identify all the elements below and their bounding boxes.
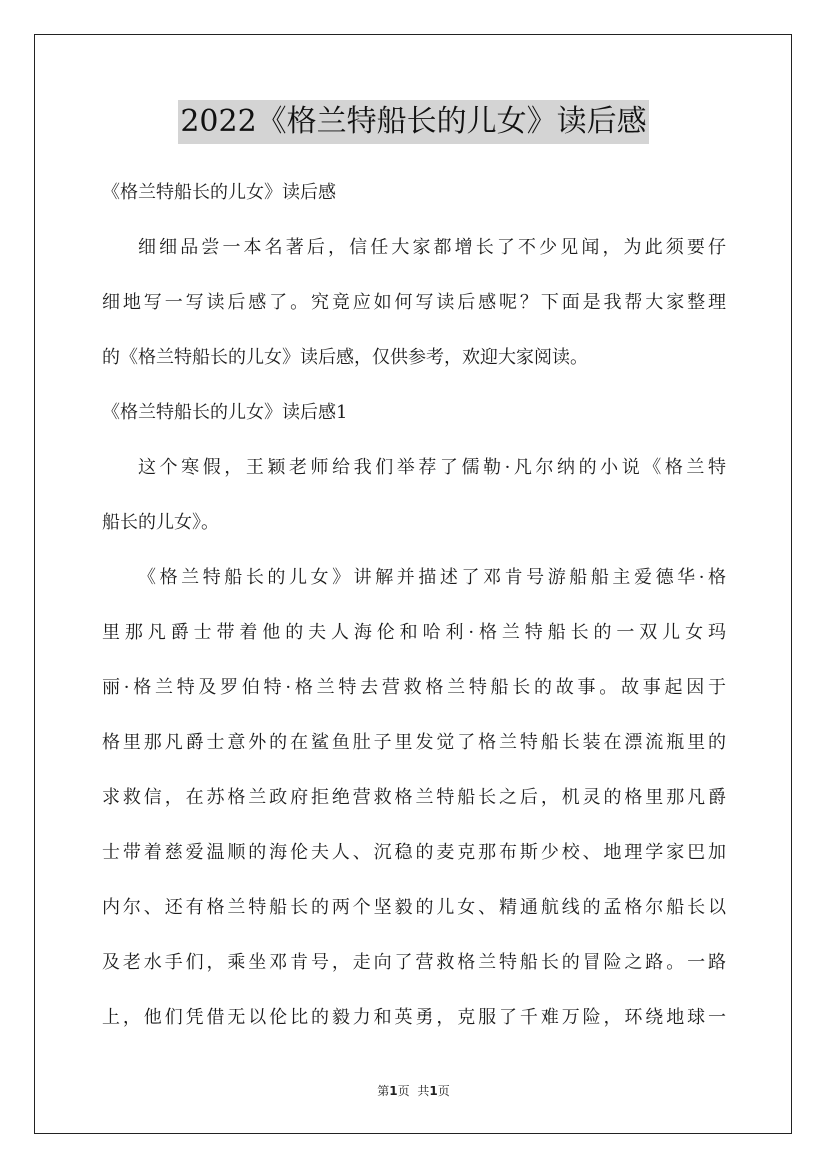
paragraph-line: 内尔、还有格兰特船长的两个坚毅的儿女、精通航线的孟格尔船长以 <box>102 897 726 918</box>
paragraph-line: 及老水手们，乘坐邓肯号，走向了营救格兰特船长的冒险之路。一路 <box>102 952 726 973</box>
paragraph-line: 这个寒假，王颖老师给我们举荐了儒勒·凡尔纳的小说《格兰特 <box>138 457 726 478</box>
total-suffix: 页 <box>437 1084 450 1098</box>
paragraph-line: 《格兰特船长的儿女》讲解并描述了邓肯号游船船主爱德华·格 <box>138 567 726 588</box>
paragraph-line: 上，他们凭借无以伦比的毅力和英勇，克服了千难万险，环绕地球一 <box>102 1007 726 1028</box>
section-heading: 《格兰特船长的儿女》读后感 <box>102 182 336 203</box>
paragraph-line: 细地写一写读后感了。究竟应如何写读后感呢？下面是我帮大家整理 <box>102 292 726 313</box>
paragraph-line: 格里那凡爵士意外的在鲨鱼肚子里发觉了格兰特船长装在漂流瓶里的 <box>102 732 726 753</box>
paragraph-line: 丽·格兰特及罗伯特·格兰特去营救格兰特船长的故事。故事起因于 <box>102 677 726 698</box>
paragraph-line: 细细品尝一本名著后，信任大家都增长了不少见闻，为此须要仔 <box>138 237 726 258</box>
page-prefix: 第 <box>377 1084 390 1098</box>
page-number: 1 <box>389 1084 398 1098</box>
paragraph-line: 的《格兰特船长的儿女》读后感，仅供参考，欢迎大家阅读。 <box>102 347 588 368</box>
paragraph-line: 里那凡爵士带着他的夫人海伦和哈利·格兰特船长的一双儿女玛 <box>102 622 726 643</box>
section-heading: 《格兰特船长的儿女》读后感1 <box>102 402 348 423</box>
total-pages: 1 <box>429 1084 438 1098</box>
paragraph-line: 船长的儿女》。 <box>102 512 219 533</box>
page-suffix: 页 <box>397 1084 410 1098</box>
document-body <box>102 165 726 1045</box>
title-container <box>0 100 827 144</box>
page-footer <box>0 1082 827 1099</box>
paragraph-line: 求救信，在苏格兰政府拒绝营救格兰特船长之后，机灵的格里那凡爵 <box>102 787 726 808</box>
total-prefix: 共 <box>417 1084 430 1098</box>
document-title: 2022《格兰特船长的儿女》读后感 <box>178 100 648 144</box>
paragraph-line: 士带着慈爱温顺的海伦夫人、沉稳的麦克那布斯少校、地理学家巴加 <box>102 842 726 863</box>
